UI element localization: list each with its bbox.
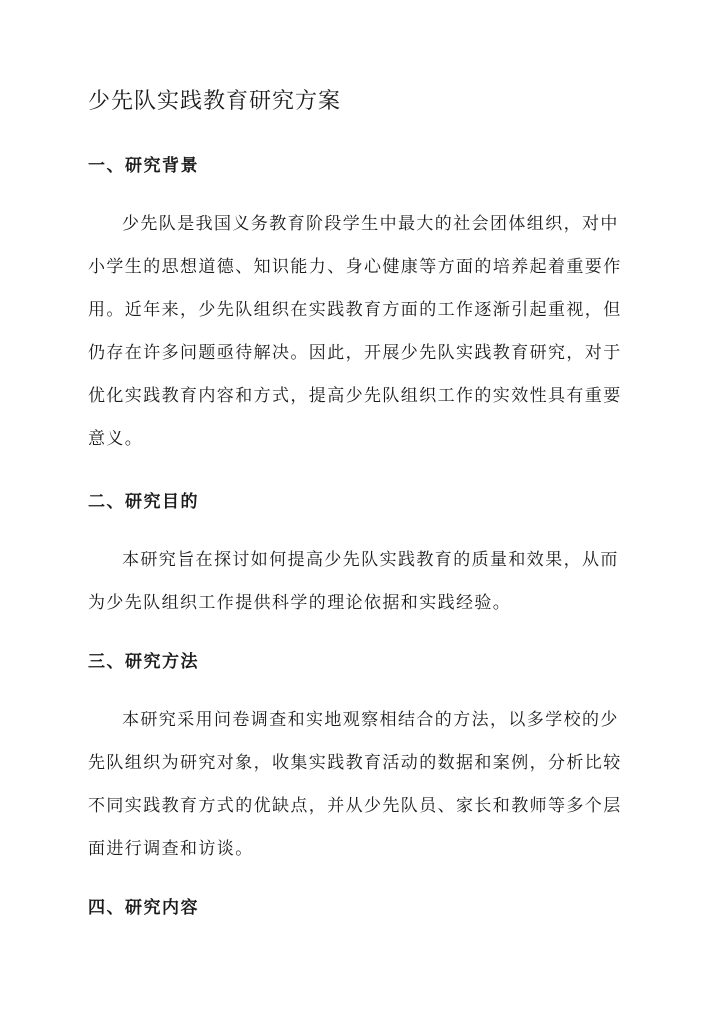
paragraph-line: 本研究采用问卷调查和实地观察相结合的方法，以多学校的少 <box>122 710 619 730</box>
paragraph-line: 用。近年来，少先队组织在实践教育方面的工作逐渐引起重视，但 <box>88 300 622 320</box>
paragraph-method <box>88 699 632 871</box>
section-heading-purpose: 二、研究目的 <box>88 492 199 512</box>
paragraph-line: 不同实践教育方式的优缺点，并从少先队员、家长和教师等多个层 <box>88 796 622 816</box>
paragraph-line: 先队组织为研究对象，收集实践教育活动的数据和案例，分析比较 <box>88 753 622 773</box>
paragraph-line: 优化实践教育内容和方式，提高少先队组织工作的实效性具有重要 <box>88 386 622 406</box>
section-heading-content: 四、研究内容 <box>88 898 199 918</box>
paragraph-line: 小学生的思想道德、知识能力、身心健康等方面的培养起着重要作 <box>88 257 622 277</box>
document-title: 少先队实践教育研究方案 <box>88 89 342 114</box>
paragraph-line: 面进行调查和访谈。 <box>88 839 254 859</box>
paragraph-line: 为少先队组织工作提供科学的理论依据和实践经验。 <box>88 593 512 613</box>
paragraph-purpose <box>88 539 632 625</box>
section-heading-background: 一、研究背景 <box>88 156 199 176</box>
paragraph-background <box>88 203 632 461</box>
paragraph-line: 意义。 <box>88 429 144 449</box>
paragraph-line: 本研究旨在探讨如何提高少先队实践教育的质量和效果，从而 <box>122 550 619 570</box>
paragraph-line: 仍存在许多问题亟待解决。因此，开展少先队实践教育研究，对于 <box>88 343 622 363</box>
paragraph-line: 少先队是我国义务教育阶段学生中最大的社会团体组织，对中 <box>122 214 619 234</box>
section-heading-method: 三、研究方法 <box>88 652 199 672</box>
